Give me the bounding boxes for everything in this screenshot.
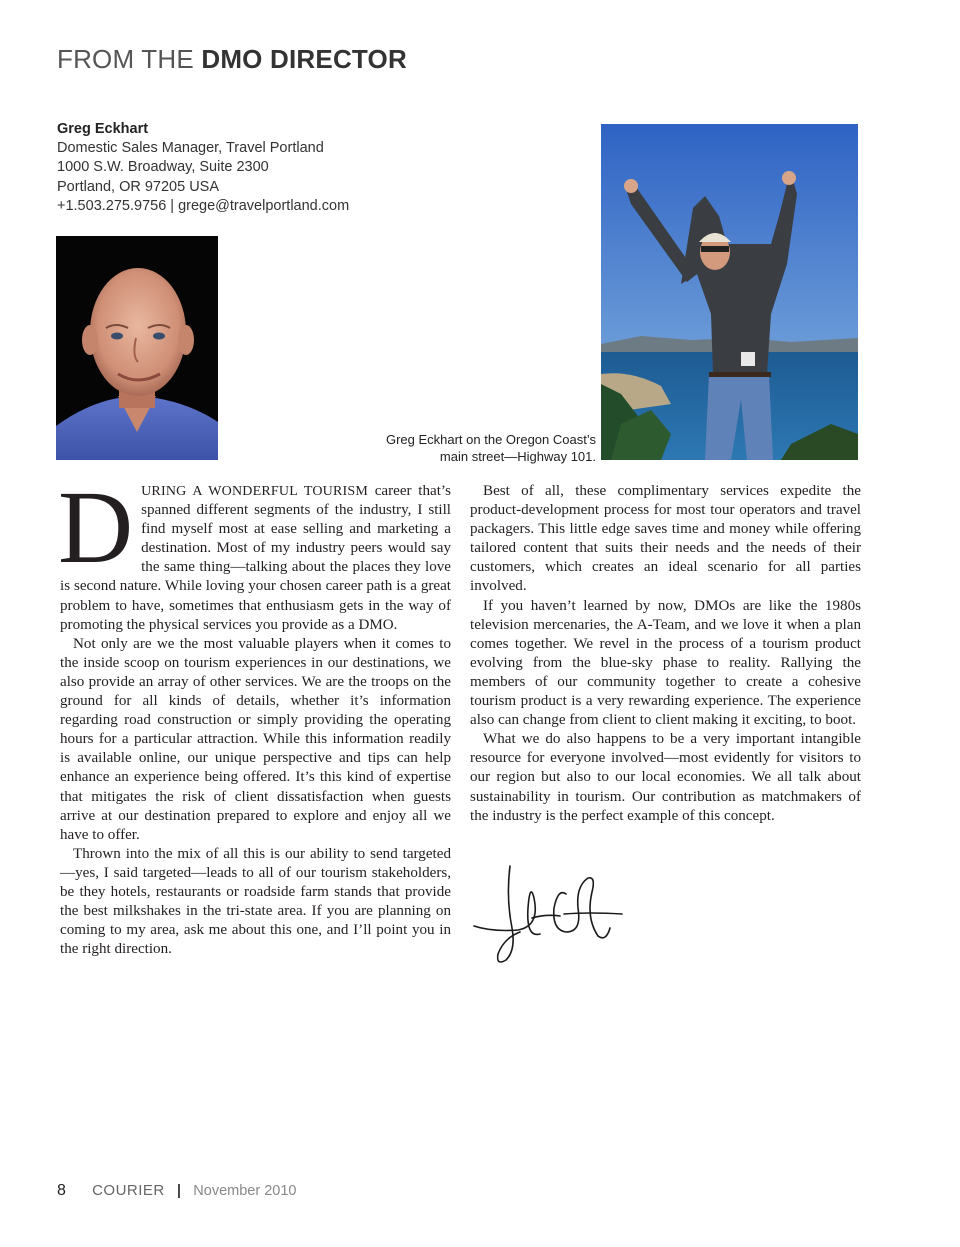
article-paragraph — [58, 470, 451, 635]
contact-address-line2: Portland, OR 97205 USA — [57, 178, 220, 195]
photo-caption — [330, 432, 596, 465]
article-paragraph: Best of all, these complimentary services expedite the product-development process for most tour operators and travel packagers. This little edge saves time and money while offering tailored content that suits their needs and the needs of their customers, which creates an ideal scenario for all parties involved. — [470, 483, 861, 595]
contact-address-line1: 1000 S.W. Broadway, Suite 2300 — [57, 159, 269, 176]
coast-photo — [601, 124, 858, 460]
headshot-photo — [56, 236, 218, 460]
article-column-right — [470, 482, 861, 826]
page-number: 8 — [57, 1182, 66, 1199]
drop-cap: D — [58, 470, 134, 585]
header-title: DMO DIRECTOR — [201, 44, 407, 74]
article-paragraph: Thrown into the mix of all this is our ability to send targeted—yes, I said targeted—leads to all of our tourism stakeholders, be they hotels, restaurants or roadside farm stands that provide the best milkshakes in the tri-state area. If you are planning on coming to my area, ask me about this one, and I’ll point you in the right direction. — [60, 845, 451, 958]
footer-separator: | — [176, 1182, 182, 1199]
article-paragraph: Not only are we the most valuable players when it comes to the inside scoop on tourism experiences in our destinations, we also provide an array of other services. We are the troops on the ground for all kinds of details, whether it’s information regarding road construction or simply providing the operating hours for a particular attraction. While this information readily is available online, our unique perspective and tips can help enhance an experience being offered. It’s this kind of expertise that mitigates the risk of client dissatisfaction when guests arrive at our destination prepared to explore and enjoy all we have to offer. — [60, 635, 451, 843]
magazine-name: COURIER — [92, 1182, 165, 1199]
issue-date: November 2010 — [193, 1183, 297, 1199]
article-column-left — [58, 470, 451, 959]
lead-in-caps: URING A WONDERFUL TOURISM — [141, 484, 368, 499]
caption-line-1: Greg Eckhart on the Oregon Coast’s — [385, 432, 596, 447]
header-prefix: FROM THE — [57, 44, 194, 74]
contact-phone-email: +1.503.275.9756 | grege@travelportland.com — [57, 197, 350, 214]
page-header — [57, 44, 407, 75]
contact-name: Greg Eckhart — [57, 121, 149, 137]
article-paragraph: If you haven’t learned by now, DMOs are like the 1980s television mercenaries, the A-Team, and we love it when a plan comes together. We revel in the process of a tourism product evolving from the blue-sky phase to reality. Rallying the members of our community together to create a cohesive tourism product is a very rewarding experience. The experience also can change from client to client making it exciting, to boot. — [470, 597, 861, 729]
contact-block — [57, 120, 349, 216]
page-footer — [57, 1182, 296, 1200]
paragraph-text: career that’s spanned different segments of the industry, I still find myself most at ease selling and marketing a destination. Most of my industry peers would say the same thing—talking about the places they love is second nature. While loving your chosen career path is a great problem to have, sometimes that enthusiasm gets in the way of promoting the physical services you provide as a DMO. — [60, 483, 451, 633]
contact-role: Domestic Sales Manager, Travel Portland — [57, 140, 324, 157]
caption-line-2: main street—Highway 101. — [439, 448, 596, 464]
article-paragraph: What we do also happens to be a very important intangible resource for everyone involved—most evidently for visitors to our region but also to our local economies. We all talk about sustainability in tourism. Our contribution as matchmakers of the industry is the perfect example of this concept. — [470, 731, 861, 824]
signature — [470, 858, 630, 970]
